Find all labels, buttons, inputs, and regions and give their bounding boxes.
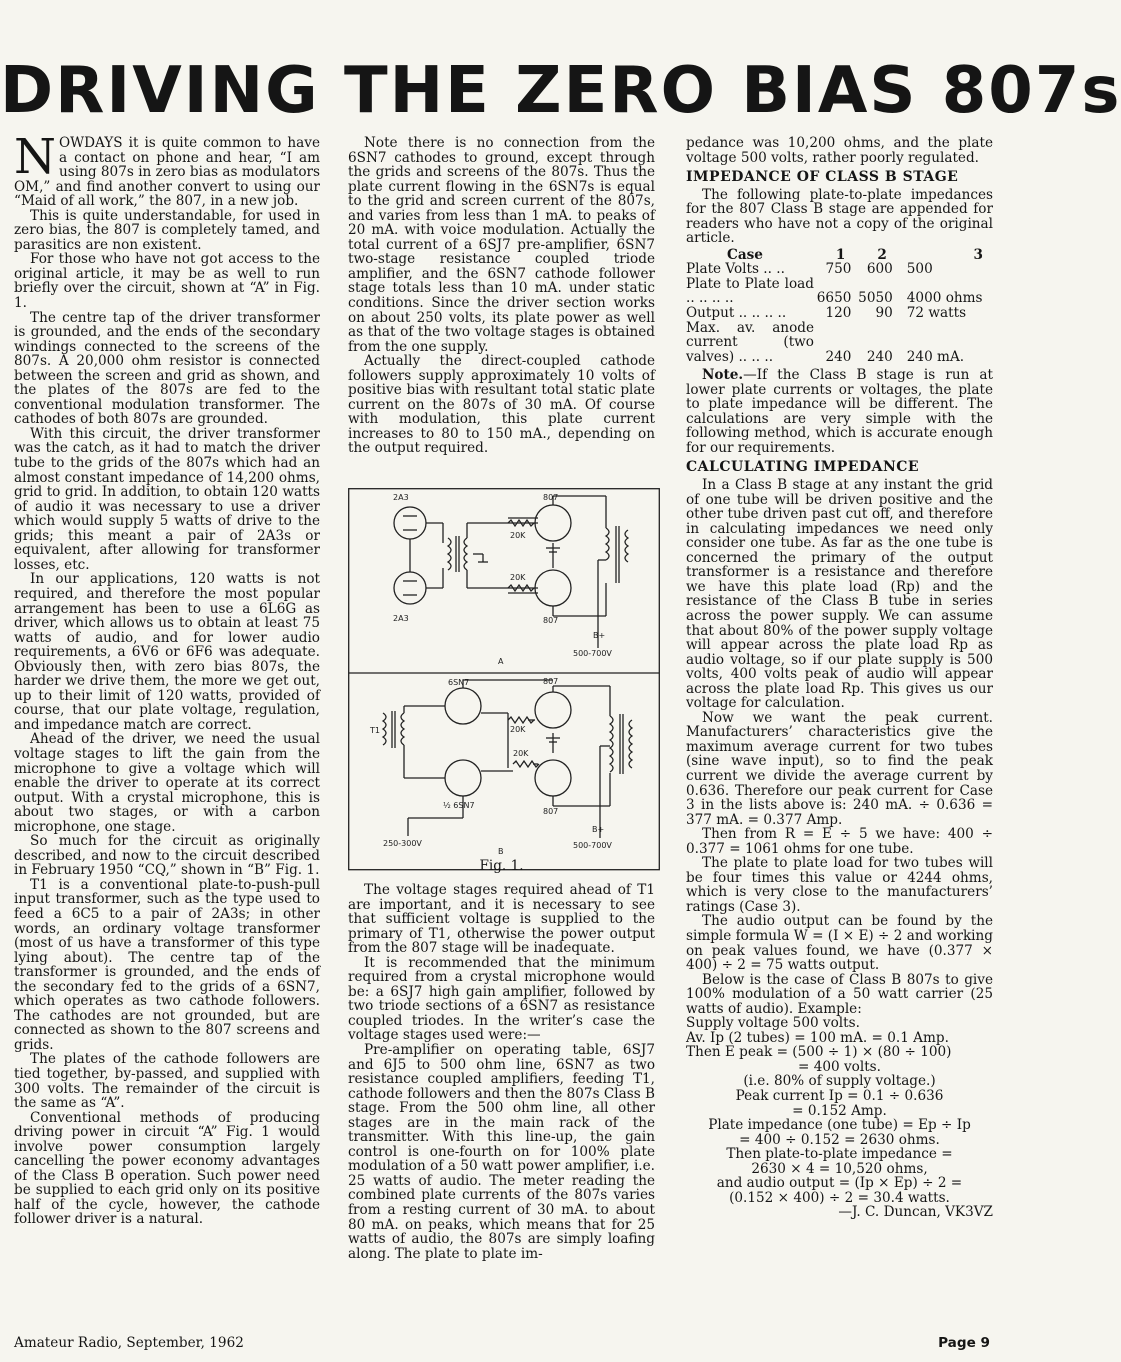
section-heading: CALCULATING IMPEDANCE — [686, 459, 920, 476]
tube-2a3-lower — [394, 572, 426, 604]
footer-page-number: Page 9 — [938, 1335, 990, 1351]
calc-line: Supply voltage 500 volts. — [686, 1015, 860, 1032]
calc-line: = 400 volts. — [798, 1058, 881, 1075]
table-cell: 600 — [866, 261, 893, 278]
paragraph: Below is the case of Class B 807s to give 100% modulation of a 50 watt carrier (25 watts of audio). Example: — [686, 971, 993, 1017]
label-circuit-b: B — [498, 847, 504, 856]
label-bplus-b: B+ — [592, 825, 605, 834]
label-6sn7-upper: 6SN7 — [448, 678, 470, 687]
table-header: Case — [727, 246, 763, 263]
label-807-b-lower: 807 — [543, 807, 559, 816]
paragraph: The centre tap of the driver transformer is grounded, and the ends of the secondary windings connected to the screens of the 807s. A 20,000 ohm resistor is connected between the screen and grid as shown, and the plates of the 807s are fed to the conventional modulation transformer. The cathodes of both 807s are grounded. — [14, 309, 320, 428]
table-cell: Output .. .. .. .. — [686, 305, 787, 322]
paragraph: Pre-amplifier on operating table, 6SJ7 and 6J5 to 500 ohm line, 6SN7 as two resistance coupled amplifiers, feeding T1, cathode followers and then the 807s Class B stage. From the 500 ohm line, all other stages are in the main rack of the transmitter. With this line-up, the gain control is one-fourth on for 100% plate modulation of a 50 watt power amplifier, i.e. 25 watts of audio. The meter reading the combined plate currents of the 807s varies from a resting current of 30 mA. to about 80 mA. on peaks, which means that for 25 watts of audio, the 807s are simply loafing along. The plate to plate im- — [348, 1042, 655, 1262]
column-1 — [14, 129, 320, 1228]
author-signature: —J. C. Duncan, VK3VZ — [838, 1204, 993, 1221]
column-2-bottom — [348, 883, 655, 1261]
table-cell: Plate Volts .. .. — [686, 261, 785, 278]
label-20k-b-upper: 20K — [510, 725, 526, 734]
paragraph: Ahead of the driver, we need the usual voltage stages to lift the gain from the microphone to give a voltage which will enable the driver to operate at its correct output. With a crystal microphone, this is about two stages, or with a carbon microphone, one stage. — [14, 731, 320, 835]
paragraph: Actually the direct-coupled cathode followers supply approximately 10 volts of positive bias with resultant total static plate current on the 807s of 30 mA. Of course with modulation, this plate current increases to 80 to 150 mA., depending on the output required. — [348, 353, 655, 457]
tube-6sn7-upper — [445, 688, 481, 724]
label-2a3-upper: 2A3 — [393, 493, 409, 502]
paragraph: The plate to plate load for two tubes will be four times this value or 4244 ohms, which is very close to the manufacturers’ ratings (Case 3). — [686, 855, 993, 915]
paragraph: Then from R = E ÷ 5 we have: 400 ÷ 0.377 = 1061 ohms for one tube. — [686, 826, 993, 857]
paragraph: In a Class B stage at any instant the grid of one tube will be driven positive and the other tube driven past cut off, and therefore in calculating impedances we need only consider one tube. As far as the one tube is concerned the primary of the output transformer is a resistance and therefore we have this plate load (Rp) and the resistance of the Class B tube in series across the power supply. We can assume that about 80% of the power supply voltage will appear across the plate load Rp as audio voltage, so if our plate supply is 500 volts, 400 volts peak of audio will appear across the plate load Rp. This gives us our voltage for calculation. — [686, 477, 993, 712]
label-bplus-a: B+ — [593, 631, 606, 640]
table-cell: 240 — [825, 348, 852, 365]
calc-line: (i.e. 80% of supply voltage.) — [743, 1073, 936, 1090]
paragraph: The audio output can be found by the simple formula W = (I × E) ÷ 2 and working on peak values found, we have (0.377 × 400) ÷ 2 = 75 watts output. — [686, 913, 993, 974]
paragraph: For those who have not got access to the original article, it may be as well to run briefly over the circuit, shown at “A” in Fig. 1. — [14, 251, 320, 312]
table-row — [686, 321, 993, 365]
table-cell: 750 — [825, 261, 852, 278]
table-cell: 4000 ohms — [906, 290, 983, 307]
table-cell: 240 — [866, 348, 893, 365]
article-title: DRIVING THE ZERO BIAS 807s — [0, 54, 1121, 128]
paragraph: The voltage stages required ahead of T1 are important, and it is necessary to see that sufficient voltage is supplied to the primary of T1, otherwise the power output from the 807 stage will be inadequate. — [348, 882, 655, 957]
table-header: 1 — [835, 246, 846, 263]
paragraph: The plates of the cathode followers are tied together, by-passed, and supplied with 300 volts. The remainder of the circuit is the same as “A”. — [14, 1051, 320, 1112]
column-3 — [686, 136, 993, 1220]
tube-807-b-upper — [535, 692, 571, 728]
table-header: 2 — [877, 246, 887, 263]
tube-807-b-lower — [535, 760, 571, 796]
table-row — [686, 306, 993, 321]
calc-line: 2630 × 4 = 10,520 ohms, — [751, 1160, 928, 1177]
table-cell: 500 — [906, 261, 933, 278]
table-cell: 90 — [875, 305, 893, 322]
tube-807-upper — [535, 505, 571, 541]
label-hv-b: 500-700V — [573, 841, 612, 850]
label-807-upper: 807 — [543, 493, 559, 502]
table-header: 3 — [973, 246, 983, 263]
table-header-row — [686, 248, 993, 263]
table-cell: Max. av. anode current (two valves) .. .. .. — [686, 319, 814, 365]
paragraph: So much for the circuit as originally described, and now to the circuit described in February 1950 “CQ,” shown in “B” Fig. 1. — [14, 833, 320, 879]
calc-line: Peak current Ip = 0.1 ÷ 0.636 — [735, 1088, 944, 1104]
paragraph: Note there is no connection from the 6SN7 cathodes to ground, except through the grids and screens of the 807s. Thus the plate current flowing in the 6SN7s is equal to the grid and screen current of the 807s, and varies from less than 1 mA. to peaks of 20 mA. with voice modulation. Actually the total current of a 6SJ7 pre-amplifier, 6SN7 two-stage resistance coupled triode amplifier, and the 6SN7 cathode follower stage totals less than 10 mA. under static conditions. Since the driver section works on about 250 volts, its plate power as well as that of the two voltage stages is obtained from the one supply. — [348, 135, 655, 355]
paragraph: With this circuit, the driver transformer was the catch, as it had to match the driver tube to the grids of the 807s which had an almost constant impedance of 14,200 ohms, grid to grid. In addition, to obtain 120 watts of audio it was necessary to use a driver which would supply 5 watts of drive to the grids; this meant a pair of 2A3s or equivalent, after allowing for transformer losses, etc. — [14, 425, 320, 573]
label-20k-a-lower: 20K — [510, 573, 526, 582]
footer-publication: Amateur Radio, September, 1962 — [14, 1335, 244, 1351]
label-807-b-upper: 807 — [543, 677, 559, 686]
calc-line: Then plate-to-plate impedance = — [726, 1146, 953, 1163]
calc-line: and audio output = (Ip × Ep) ÷ 2 = — [716, 1175, 963, 1192]
table-cell: 240 mA. — [906, 348, 965, 365]
impedance-table — [686, 248, 993, 364]
paragraph: pedance was 10,200 ohms, and the plate voltage 500 volts, rather poorly regulated. — [686, 135, 993, 166]
figure-caption: Fig. 1. — [479, 858, 524, 874]
tube-6sn7-lower — [445, 760, 481, 796]
calc-line: Plate impedance (one tube) = Ep ÷ Ip — [708, 1117, 971, 1134]
paragraph: Now we want the peak current. Manufacturers’ characteristics give the maximum average current for two tubes (sine wave input), so to find the peak current we divide the average current by 0.636. Therefore our peak current for Case 3 in the lists above is: 240 mA. ÷ 0.636 = 377 mA. = 0.377 Amp. — [686, 709, 993, 828]
table-cell: 120 — [825, 305, 852, 322]
paragraph: The following plate-to-plate impedances for the 807 Class B stage are appended for readers who have not a copy of the original article. — [686, 186, 993, 247]
circuit-diagram-figure — [348, 488, 660, 871]
paragraph: Conventional methods of producing driving power in circuit “A” Fig. 1 would involve power consumption largely cancelling the power economy advantages of the Class B operation. Such power need be supplied to each grid only on its positive half of the cycle, however, the cathode follower driver is a natural. — [14, 1109, 320, 1228]
label-lv: 250-300V — [383, 839, 422, 848]
tube-807-lower — [535, 570, 571, 606]
paragraph: T1 is a conventional plate-to-push-pull input transformer, such as the type used to feed a 6C5 to a pair of 2A3s; in other words, an ordinary voltage transformer (most of us have a transformer of this type lying about). The centre tap of the transformer is grounded, and the ends of the secondary fed to the grids of a 6SN7, which operates as two cathode followers. The cathodes are not grounded, but are connected as shown to the 807 screens and grids. — [14, 876, 320, 1053]
column-2-top — [348, 136, 655, 456]
paragraph — [686, 368, 993, 455]
section-heading: IMPEDANCE OF CLASS B STAGE — [686, 169, 959, 186]
calc-line: = 400 ÷ 0.152 = 2630 ohms. — [739, 1131, 940, 1148]
table-cell: 5050 — [858, 290, 893, 307]
calc-line: Then E peak = (500 ÷ 1) × (80 ÷ 100) — [686, 1044, 952, 1061]
drop-cap: N — [14, 129, 56, 185]
table-cell: Plate to Plate load .. .. .. .. — [686, 275, 814, 307]
label-807-lower: 807 — [543, 616, 559, 625]
label-20k-a-upper: 20K — [510, 531, 526, 540]
label-half-6sn7: ½ 6SN7 — [443, 801, 475, 810]
calc-line: = 0.152 Amp. — [792, 1102, 887, 1119]
table-cell: 72 watts — [906, 305, 967, 322]
note-text: —If the Class B stage is run at lower plate currents or voltages, the plate to plate impedance will be different. The calculations are very simple with the following method, which is accurate enough for our requirements. — [686, 367, 993, 456]
label-20k-b-lower: 20K — [513, 749, 529, 758]
label-t1: T1 — [370, 726, 380, 735]
calc-line: (0.152 × 400) ÷ 2 = 30.4 watts. — [729, 1189, 950, 1206]
label-2a3-lower: 2A3 — [393, 614, 409, 623]
paragraph-text: OWDAYS it is quite common to have a contact on phone and hear, “I am using 807s in zero bias as modulators OM,” and find another convert to using our “Maid of all work,” the 807, in a new job. — [14, 135, 320, 210]
table-cell: 6650 — [816, 290, 852, 307]
paragraph — [14, 129, 320, 210]
paragraph: In our applications, 120 watts is not required, and therefore the most popular arrangement has been to use a 6L6G as driver, which allows us to obtain at least 75 watts of audio, and for lower audio requirements, a 6V6 or 6F6 was adequate. Obviously then, with zero bias 807s, the harder we drive them, the more we get out, up to their limit of 120 watts, provided of course, that our plate voltage, regulation, and impedance match are correct. — [14, 571, 320, 733]
label-hv-a: 500-700V — [573, 649, 612, 658]
calc-line: Av. Ip (2 tubes) = 100 mA. = 0.1 Amp. — [686, 1029, 949, 1046]
label-circuit-a: A — [498, 657, 504, 666]
table-row — [686, 277, 993, 306]
note-label: Note. — [702, 367, 744, 384]
paragraph: This is quite understandable, for used in zero bias, the 807 is completely tamed, and parasitics are non existent. — [14, 207, 320, 253]
paragraph: It is recommended that the minimum required from a crystal microphone would be: a 6SJ7 high gain amplifier, followed by two triode sections of a 6SN7 as resistance coupled triodes. In the writer’s case the voltage stages used were:— — [348, 954, 655, 1044]
tube-2a3-upper — [394, 507, 426, 539]
table-row — [686, 262, 993, 277]
